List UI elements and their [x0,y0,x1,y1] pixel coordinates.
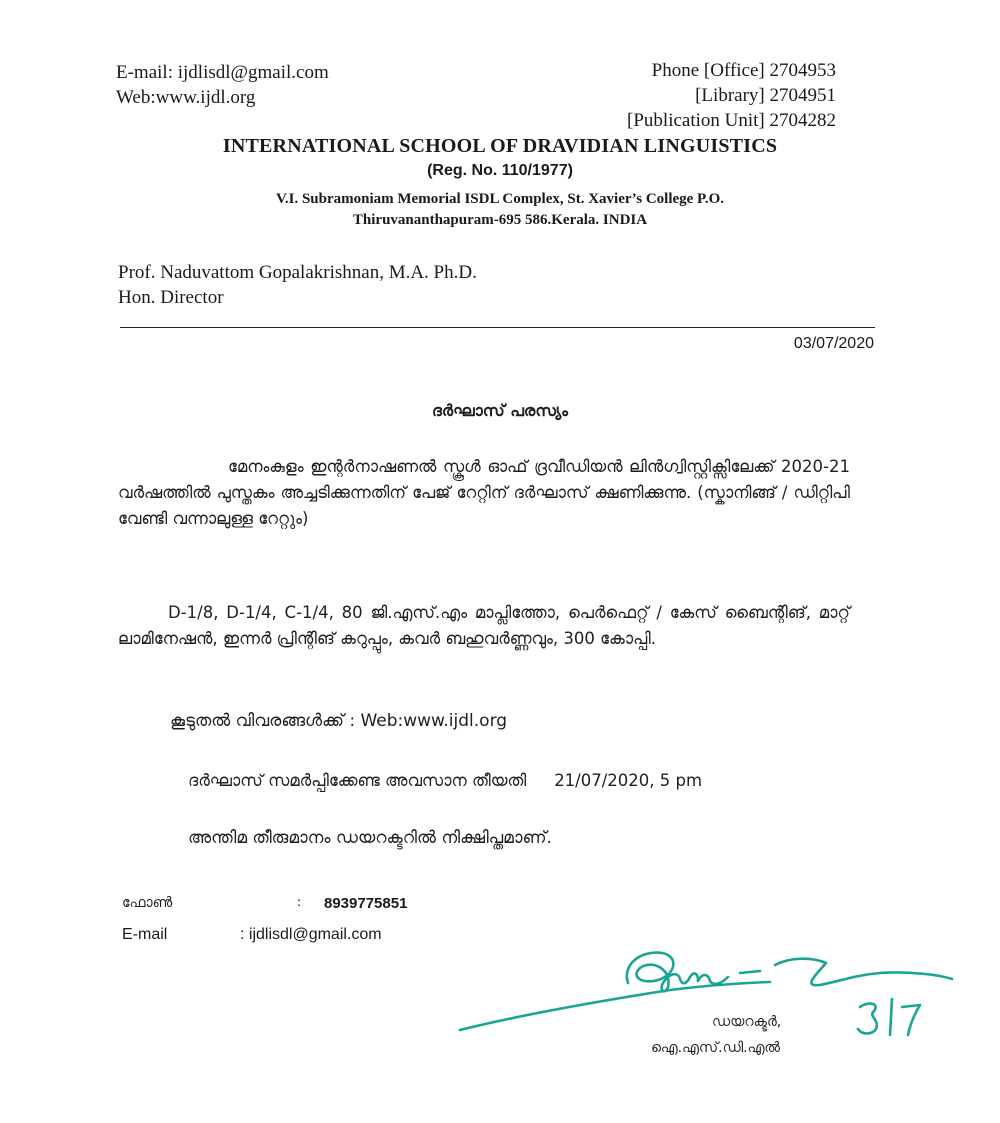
notice-subject: ദർഘാസ് പരസ്യം [432,401,568,420]
final-decision-line: അന്തിമ തീരുമാനം ഡയറക്ടറിൽ നിക്ഷിപ്തമാണ്. [188,828,552,848]
email-label: E-mail [122,926,168,943]
phone-number: 8939775851 [324,895,408,912]
address-line-2: Thiruvananthapuram-695 586.Kerala. INDIA [352,212,648,228]
header-email: E-mail: ijdlisdl@gmail.com [116,62,329,83]
director-title: Hon. Director [118,287,224,308]
letter-date: 03/07/2020 [793,335,874,352]
notice-paragraph-1 [118,454,850,532]
more-info-line: കൂടുതൽ വിവരങ്ങൾക്ക് : Web:www.ijdl.org [170,711,508,731]
paragraph-1-text: മേനംകുളം ഇന്റർനാഷണൽ സ്കൂൾ ഓഫ് ദ്രവീഡിയൻ ലിൻഗ്വിസ്റ്റിക്സിലേക്ക് 2020-21 വർഷത്തിൽ പുസ്തകം അച്ചടിക്കുന്നതിന് പേജ് റേറ്റിന് ദർഘാസ് ക്ഷണിക്കുന്നു. (സ്കാനിങ്ങ് / ഡിറ്റിപി വേണ്ടി വന്നാലുള്ള റേറ്റും) [118,457,850,528]
deadline-value: 21/07/2020, 5 pm [554,771,703,790]
phone-publication-unit: [Publication Unit] 2704282 [627,110,836,131]
registration-number: (Reg. No. 110/1977) [427,162,573,179]
header-contact-left [116,60,329,110]
paragraph-2-text: D-1/8, D-1/4, C-1/4, 80 ജി.എസ്.എം മാപ്ലിത്തോ, പെർഫെറ്റ് / കേസ് ബൈന്റിങ്, മാറ്റ് ലാമിനേഷൻ, ഇന്നർ പ്രിന്റിങ് കറുപ്പും, കവർ ബഹുവർണ്ണവും, 300 കോപ്പി. [118,603,850,648]
phone-library: [Library] 2704951 [695,85,836,106]
deadline-label: ദർഘാസ് സമർപ്പിക്കേണ്ട അവസാന തീയതി [188,771,527,790]
phone-separator: : [297,895,301,910]
director-block [118,260,477,310]
phone-office: Phone [Office] 2704953 [651,60,836,81]
signatory-organization: ഐ.എസ്.ഡി.എൽ [651,1040,781,1056]
address-line-1: V.I. Subramoniam Memorial ISDL Complex, St. Xavier’s College P.O. [275,191,725,207]
phone-label: ഫോൺ [122,895,173,911]
signatory-role: ഡയറക്ടർ, [712,1014,782,1030]
header-divider [120,327,875,328]
notice-paragraph-2 [118,600,850,652]
header-website: Web:www.ijdl.org [116,87,256,108]
handwritten-signature [440,935,960,1045]
institution-name: INTERNATIONAL SCHOOL OF DRAVIDIAN LINGUISTICS [222,135,778,157]
header-contact-right [627,58,836,133]
director-name: Prof. Naduvattom Gopalakrishnan, M.A. Ph.D. [118,262,477,283]
email-address: : ijdlisdl@gmail.com [240,926,382,943]
deadline-line [188,771,702,791]
